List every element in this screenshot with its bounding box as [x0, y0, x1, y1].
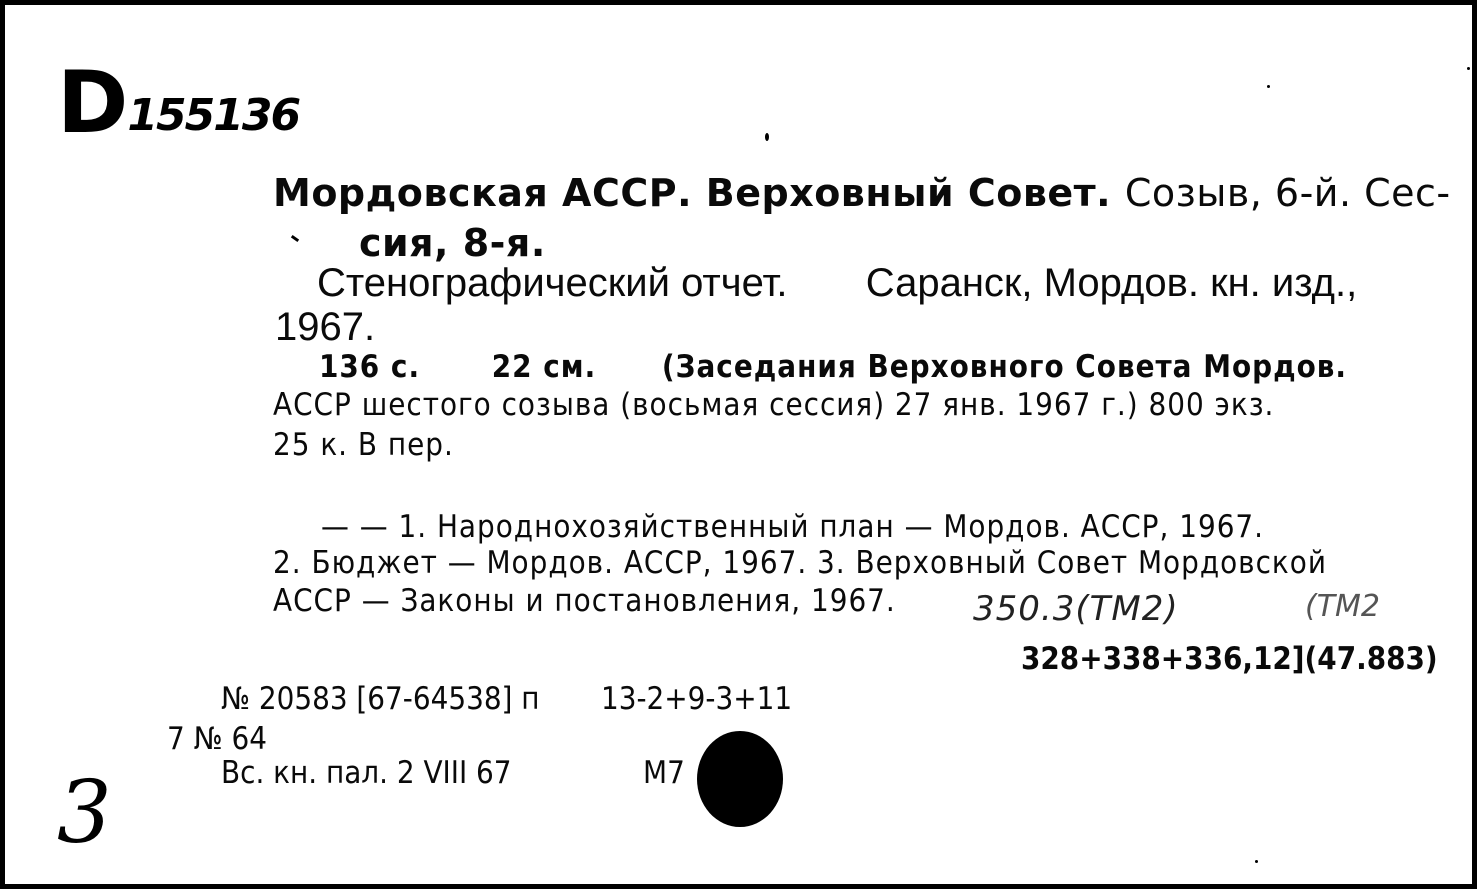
speck	[1467, 67, 1470, 70]
series: (Заседания Верховного Совета Мордов.	[661, 349, 1348, 385]
accession-number	[57, 53, 299, 153]
order-number: № 20583 [67-64538] п	[221, 681, 540, 717]
stray-mark	[291, 235, 299, 242]
accession-digits: 155136	[127, 90, 300, 141]
handwritten-classification: 350.3(ТМ2)	[973, 589, 1179, 629]
subjects-line-2: 2. Бюджет — Мордов. АССР, 1967. 3. Верховный Совет Мордовской	[273, 545, 1327, 581]
print-code: 13-2+9-3+11	[601, 681, 793, 717]
speck	[1255, 860, 1258, 863]
description-line-1	[319, 349, 1347, 385]
handwritten-classification-2: (ТМ2	[1305, 589, 1380, 624]
pages: 136 с.	[319, 349, 421, 385]
title-regular: Созыв, 6-й. Сес-	[1124, 171, 1451, 215]
accession-prefix: D	[57, 53, 128, 153]
mark: М7	[643, 755, 685, 791]
book-chamber: Вс. кн. пал. 2 VIII 67	[221, 755, 512, 791]
subjects-line-3: АССР — Законы и постановления, 1967.	[273, 583, 896, 619]
speck	[765, 133, 769, 141]
ink-blot	[697, 731, 783, 827]
imprint-year: 1967.	[275, 305, 376, 349]
title-line-1	[273, 171, 1451, 215]
description-line-3: 25 к. В пер.	[273, 427, 454, 463]
corner-handwritten-mark: 3	[57, 763, 112, 863]
description-line-2: АССР шестого созыва (восьмая сессия) 27 янв. 1967 г.) 800 экз.	[273, 387, 1275, 423]
title-line-2: сия, 8-я.	[359, 221, 546, 265]
size: 22 см.	[491, 349, 597, 385]
title-bold: Мордовская АССР. Верховный Совет.	[273, 171, 1112, 215]
subjects-line-1: — — 1. Народнохозяйственный план — Мордов. АССР, 1967.	[321, 509, 1265, 545]
speck	[1267, 85, 1270, 88]
issue-number: 7 № 64	[167, 721, 267, 757]
subtitle-text: Стенографический отчет.	[317, 261, 788, 305]
udc-classification: 328+338+336,12](47.883)	[1021, 641, 1438, 677]
subtitle-line	[317, 261, 1357, 306]
imprint-place: Саранск, Мордов. кн. изд.,	[865, 261, 1358, 305]
